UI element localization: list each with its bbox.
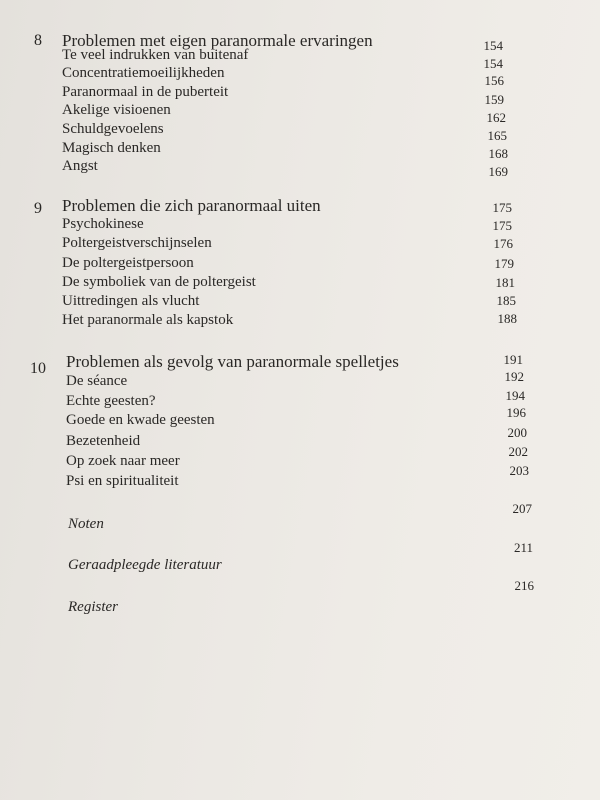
section-title: De séance (66, 373, 128, 389)
section-page: 196 (506, 405, 526, 420)
section-page: 162 (486, 110, 506, 125)
section-page: 188 (497, 311, 517, 326)
section-page: 203 (509, 463, 529, 478)
chapter-page: 175 (492, 200, 512, 215)
back-matter-title: Register (68, 599, 118, 615)
section-page: 194 (505, 388, 525, 403)
chapter-page: 191 (503, 352, 523, 367)
section-page: 156 (484, 73, 504, 88)
section-page: 179 (494, 256, 514, 271)
section-page: 165 (487, 128, 507, 143)
section-page: 176 (493, 236, 513, 251)
section-title: De poltergeistpersoon (62, 255, 194, 271)
section-title: Akelige visioenen (62, 102, 171, 118)
section-title: Uittredingen als vlucht (62, 293, 200, 309)
section-title: De symboliek van de poltergeist (62, 274, 256, 290)
section-title: Concentratiemoeilijkheden (62, 65, 225, 81)
chapter-title: Problemen met eigen paranormale ervaringen (62, 31, 373, 50)
section-title: Bezetenheid (66, 433, 141, 449)
section-page: 192 (504, 369, 524, 384)
back-matter-title: Geraadpleegde literatuur (68, 557, 222, 573)
section-title: Te veel indrukken van buitenaf (62, 47, 249, 63)
back-matter-page: 216 (514, 578, 534, 593)
section-page: 168 (488, 146, 508, 161)
section-title: Op zoek naar meer (66, 453, 180, 469)
chapter-number: 9 (34, 200, 42, 217)
back-matter-page: 207 (512, 501, 532, 516)
section-title: Angst (62, 158, 98, 174)
chapter-number: 10 (30, 360, 46, 377)
section-page: 202 (508, 444, 528, 459)
section-title: Schuldgevoelens (62, 121, 164, 137)
chapter-number: 8 (34, 32, 42, 49)
section-title: Magisch denken (62, 140, 161, 156)
chapter-title: Problemen die zich paranormaal uiten (62, 196, 321, 215)
section-page: 175 (492, 218, 512, 233)
back-matter-title: Noten (68, 516, 104, 532)
back-matter-page: 211 (513, 540, 533, 555)
section-page: 159 (484, 92, 504, 107)
section-title: Goede en kwade geesten (66, 412, 215, 428)
section-title: Paranormaal in de puberteit (62, 84, 229, 100)
section-title: Psychokinese (62, 216, 144, 232)
section-page: 169 (488, 164, 508, 179)
section-page: 185 (496, 293, 516, 308)
chapter-title: Problemen als gevolg van paranormale spelletjes (66, 352, 399, 371)
section-page: 154 (483, 56, 503, 71)
section-page: 200 (507, 425, 527, 440)
section-page: 181 (495, 275, 515, 290)
section-title: Echte geesten? (66, 393, 156, 409)
chapter-page: 154 (483, 38, 503, 53)
section-title: Poltergeistverschijnselen (62, 235, 212, 251)
section-title: Psi en spiritualiteit (66, 473, 179, 489)
section-title: Het paranormale als kapstok (62, 312, 234, 328)
